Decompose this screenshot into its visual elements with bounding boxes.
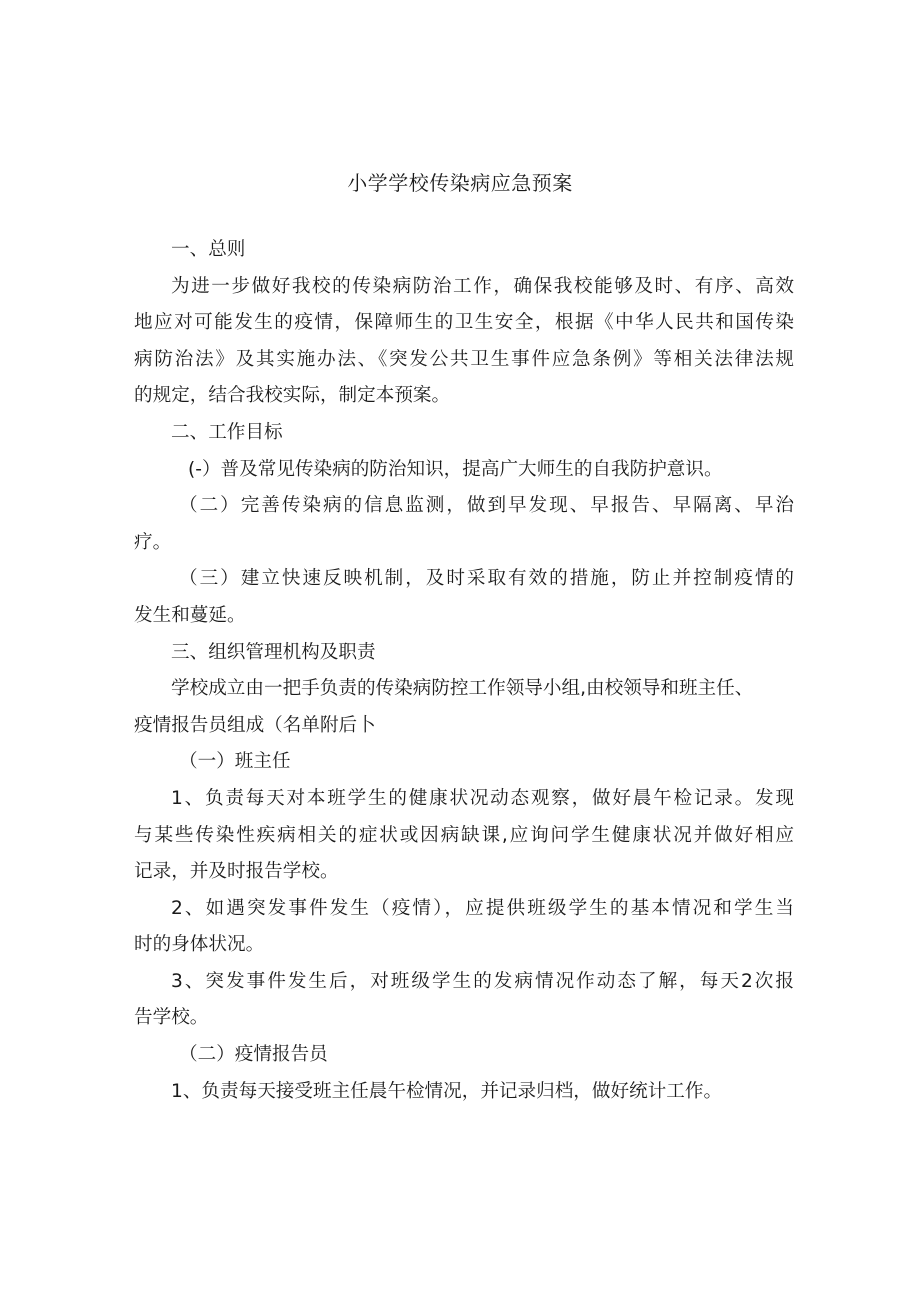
goal-item-2: （二）完善传染病的信息监测，做到早发现、早报告、早隔离、早治 <box>179 495 794 517</box>
paragraph-line: 告学校。 <box>134 1007 209 1029</box>
duty-item: 3、突发事件发生后，对班级学生的发病情况作动态了解，每天2次报 <box>171 970 794 992</box>
duty-item: 1、负责每天对本班学生的健康状况动态观察，做好晨午检记录。发现 <box>171 787 794 809</box>
paragraph-line: 病防治法》及其实施办法、《突发公共卫生事件应急条例》等相关法律法规 <box>134 348 794 370</box>
paragraph-line: 与某些传染性疾病相关的症状或因病缺课,应询问学生健康状况并做好相应 <box>134 824 794 846</box>
paragraph-line: 时的身体状况。 <box>134 934 265 956</box>
paragraph-line: 学校成立由一把手负责的传染病防控工作领导小组,由校领导和班主任、 <box>171 678 754 700</box>
paragraph-line: 为进一步做好我校的传染病防治工作，确保我校能够及时、有序、高效 <box>171 275 794 297</box>
duty-item: 1、负责每天接受班主任晨午检情况，并记录归档，做好统计工作。 <box>171 1080 723 1102</box>
subsection-heading-class-teacher: （一）班主任 <box>179 751 291 773</box>
document-body <box>134 232 794 1110</box>
goal-item-3: （三）建立快速反映机制，及时采取有效的措施，防止并控制疫情的 <box>179 568 794 590</box>
section-heading-general: 一、总则 <box>171 239 246 260</box>
paragraph-line: 疫情报告员组成（名单附后卜 <box>134 714 376 736</box>
subsection-heading-epidemic-reporter: （二）疫情报告员 <box>179 1044 328 1066</box>
goal-item-1: (-）普及常见传染病的防治知识，提高广大师生的自我防护意识。 <box>188 458 723 480</box>
section-heading-goals: 二、工作目标 <box>171 421 283 443</box>
paragraph-line: 记录，并及时报告学校。 <box>134 861 339 883</box>
paragraph-line: 发生和蔓延。 <box>134 604 246 626</box>
document-title: 小学学校传染病应急预案 <box>347 171 573 195</box>
section-heading-organization: 三、组织管理机构及职责 <box>171 641 376 663</box>
duty-item: 2、如遇突发事件发生（疫情），应提供班级学生的基本情况和学生当 <box>171 897 794 919</box>
paragraph-line: 地应对可能发生的疫情，保障师生的卫生安全，根据《中华人民共和国传染 <box>134 312 794 334</box>
paragraph-line: 疗。 <box>134 531 172 553</box>
paragraph-line: 的规定，结合我校实际，制定本预案。 <box>134 385 451 407</box>
